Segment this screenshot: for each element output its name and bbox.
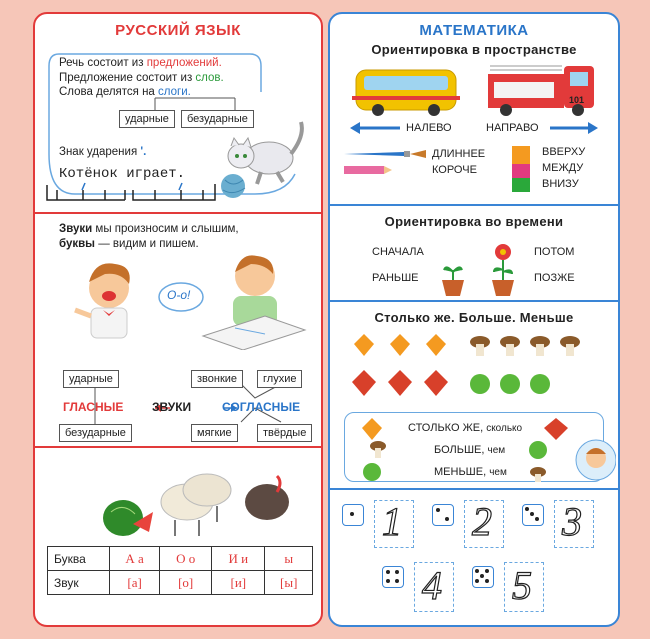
math-panel	[328, 12, 620, 627]
same-suffix: сколько	[486, 423, 523, 434]
math-title: МАТЕМАТИКА	[419, 22, 529, 39]
speech-line-1	[59, 56, 222, 70]
left-label: НАЛЕВО	[406, 122, 452, 134]
letters-sounds-section	[35, 448, 321, 627]
sprout-pot-illustration	[438, 258, 468, 298]
russian-language-panel	[33, 12, 323, 627]
letters-bold: буквы	[59, 238, 95, 250]
shorter-label: КОРОЧЕ	[432, 164, 477, 176]
example-sentence: Котёнок играет.	[59, 166, 186, 182]
more-line	[434, 444, 505, 456]
comparison-section	[330, 302, 618, 488]
writing-boy-illustration	[195, 246, 313, 350]
letter-cell: А а	[110, 547, 160, 571]
stress-label-line	[59, 145, 146, 159]
dice-two-icon	[432, 504, 454, 526]
sentence-text: Предложение состоит из	[59, 72, 193, 84]
later-label: ПОЗЖЕ	[534, 272, 575, 284]
letter-cell: И и	[212, 547, 265, 571]
digit-four: 4	[422, 563, 442, 608]
comparison-icons-left	[358, 416, 388, 482]
russian-title: РУССКИЙ ЯЗЫК	[115, 22, 241, 39]
sounds-bold: Звуки	[59, 223, 93, 235]
less-suffix: чем	[489, 467, 507, 478]
space-orientation-section	[330, 14, 618, 204]
sound-cell: [а]	[110, 571, 160, 595]
sound-header: Звук	[48, 571, 110, 595]
speech-bubble-text: О-о!	[167, 288, 191, 302]
sentence-scheme	[45, 182, 225, 204]
leaves-mushrooms-apples-illustration	[350, 330, 600, 402]
first-label: СНАЧАЛА	[372, 246, 424, 258]
speech-line-2	[59, 71, 224, 85]
vowels-stressed-box: ударные	[63, 370, 119, 388]
earlier-label: РАНЬШЕ	[372, 272, 419, 284]
between-label: МЕЖДУ	[542, 162, 584, 174]
sound-cell: [и]	[212, 571, 265, 595]
top-label: ВВЕРХУ	[542, 146, 586, 158]
sounds-section	[35, 214, 321, 446]
numbers-section	[330, 490, 618, 627]
school-bus-illustration	[352, 64, 462, 118]
bottom-label: ВНИЗУ	[542, 178, 579, 190]
vowels-unstressed-box: безударные	[59, 424, 132, 442]
speech-text: Речь состоит из	[59, 57, 144, 69]
stressed-box: ударные	[119, 110, 175, 128]
sounds-rest: мы произносим и слышим,	[95, 223, 239, 235]
fire-truck-illustration	[484, 64, 600, 118]
consonants-label: СОГЛАСНЫЕ	[222, 400, 301, 414]
hard-box: твёрдые	[257, 424, 312, 442]
compare-subtitle: Столько же. Больше. Меньше	[374, 310, 574, 325]
digit-one: 1	[382, 499, 402, 544]
same-line	[408, 422, 522, 434]
sentences-word: предложений.	[146, 57, 222, 69]
sounds-line-1	[59, 222, 239, 236]
time-subtitle: Ориентировка во времени	[384, 214, 564, 229]
truck-number: 101	[569, 95, 585, 105]
letters-row	[48, 547, 313, 571]
less-line	[434, 466, 507, 478]
speech-section	[35, 14, 321, 212]
voiced-box: звонкие	[191, 370, 243, 388]
letter-cell: ы	[265, 547, 313, 571]
digit-two: 2	[472, 499, 492, 544]
right-label: НАПРАВО	[486, 122, 539, 134]
letters-table	[47, 546, 313, 595]
dice-four-icon	[382, 566, 404, 588]
stress-mark: ʹ.	[140, 146, 147, 158]
green-cube	[512, 178, 530, 192]
letter-header: Буква	[48, 547, 110, 571]
stress-label: Знак ударения	[59, 146, 138, 158]
voiceless-box: глухие	[257, 370, 302, 388]
sounds-row	[48, 571, 313, 595]
sound-cell: [о]	[160, 571, 212, 595]
more-label: БОЛЬШЕ,	[434, 444, 485, 456]
sounds-line-2	[59, 237, 199, 251]
sound-cell: [ы]	[265, 571, 313, 595]
soft-box: мягкие	[191, 424, 238, 442]
dice-five-icon	[472, 566, 494, 588]
vowels-label: ГЛАСНЫЕ	[63, 400, 124, 414]
digit-five: 5	[512, 563, 532, 608]
shouting-boy-illustration	[65, 254, 155, 344]
dice-three-icon	[522, 504, 544, 526]
brush-pencil-illustration	[342, 148, 434, 178]
more-suffix: чем	[487, 445, 506, 456]
less-label: МЕНЬШЕ,	[434, 466, 487, 478]
digit-three: 3	[562, 499, 582, 544]
comparison-icons-right	[526, 416, 616, 482]
longer-label: ДЛИННЕЕ	[432, 148, 486, 160]
space-subtitle: Ориентировка в пространстве	[371, 42, 577, 57]
then-label: ПОТОМ	[534, 246, 575, 258]
words-word: слов.	[195, 72, 224, 84]
unstressed-box: безударные	[181, 110, 254, 128]
syllables-word: слоги.	[158, 86, 191, 98]
pink-cube	[512, 164, 530, 178]
letters-rest: — видим и пишем.	[98, 238, 199, 250]
words-text: Слова делятся на	[59, 86, 155, 98]
time-orientation-section	[330, 206, 618, 300]
animals-illustration	[97, 462, 297, 542]
kitten-illustration	[211, 116, 311, 206]
sounds-label: ЗВУКИ	[152, 400, 192, 414]
dice-one-icon	[342, 504, 364, 526]
direction-arrows	[350, 120, 600, 136]
same-label: СТОЛЬКО ЖЕ,	[408, 422, 484, 434]
flower-pot-illustration	[488, 242, 518, 298]
orange-cube	[512, 146, 530, 164]
letter-cell: О о	[160, 547, 212, 571]
